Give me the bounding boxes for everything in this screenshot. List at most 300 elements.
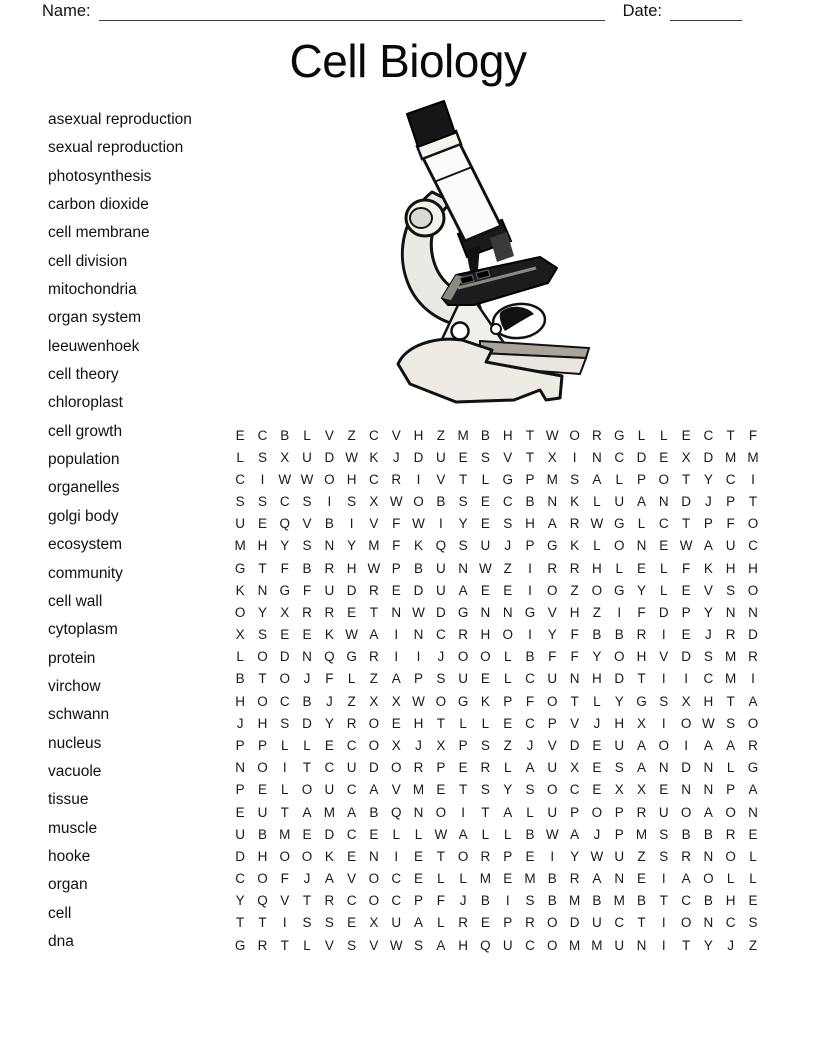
grid-cell[interactable]: L xyxy=(414,826,423,842)
grid-cell[interactable]: K xyxy=(324,627,334,643)
grid-cell[interactable]: U xyxy=(502,937,513,953)
grid-cell[interactable]: A xyxy=(503,804,513,820)
grid-cell[interactable]: X xyxy=(570,760,580,776)
grid-cell[interactable]: O xyxy=(368,893,380,909)
grid-cell[interactable]: H xyxy=(636,649,647,665)
grid-cell[interactable]: H xyxy=(413,427,424,443)
grid-cell[interactable]: B xyxy=(525,649,535,665)
grid-cell[interactable]: P xyxy=(525,538,535,554)
grid-cell[interactable]: G xyxy=(747,760,759,776)
grid-cell[interactable]: X xyxy=(547,449,557,465)
grid-cell[interactable]: U xyxy=(658,804,669,820)
grid-cell[interactable]: C xyxy=(346,737,357,753)
grid-cell[interactable]: W xyxy=(479,560,492,576)
grid-cell[interactable]: L xyxy=(503,649,512,665)
grid-cell[interactable]: D xyxy=(324,826,335,842)
grid-cell[interactable]: S xyxy=(480,737,490,753)
grid-cell[interactable]: R xyxy=(346,715,357,731)
grid-cell[interactable]: C xyxy=(725,915,736,931)
grid-cell[interactable]: E xyxy=(369,826,379,842)
grid-cell[interactable]: I xyxy=(349,516,354,532)
grid-cell[interactable]: C xyxy=(369,427,379,443)
grid-cell[interactable]: R xyxy=(748,737,758,753)
grid-cell[interactable]: V xyxy=(391,427,401,443)
grid-cell[interactable]: O xyxy=(457,848,469,864)
grid-cell[interactable]: R xyxy=(569,516,580,532)
grid-cell[interactable]: C xyxy=(235,471,246,487)
grid-cell[interactable]: P xyxy=(681,604,691,620)
grid-cell[interactable]: G xyxy=(234,560,246,576)
grid-cell[interactable]: E xyxy=(391,715,401,731)
grid-cell[interactable]: E xyxy=(280,627,290,643)
grid-cell[interactable]: P xyxy=(436,760,446,776)
grid-cell[interactable]: I xyxy=(327,494,332,510)
grid-cell[interactable]: F xyxy=(726,516,735,532)
grid-cell[interactable]: Y xyxy=(636,582,646,598)
grid-cell[interactable]: J xyxy=(593,826,601,842)
grid-cell[interactable]: F xyxy=(570,649,579,665)
grid-cell[interactable]: U xyxy=(235,826,246,842)
grid-cell[interactable]: L xyxy=(236,449,244,465)
grid-cell[interactable]: O xyxy=(547,693,558,709)
grid-cell[interactable]: S xyxy=(257,627,267,643)
grid-cell[interactable]: G xyxy=(502,471,513,487)
grid-cell[interactable]: S xyxy=(480,449,490,465)
grid-cell[interactable]: U xyxy=(458,671,468,687)
grid-cell[interactable]: W xyxy=(590,516,604,532)
grid-cell[interactable]: C xyxy=(703,427,714,443)
grid-cell[interactable]: R xyxy=(636,804,647,820)
grid-cell[interactable]: T xyxy=(659,893,668,909)
grid-cell[interactable]: J xyxy=(705,627,712,643)
grid-cell[interactable]: V xyxy=(324,937,334,953)
grid-cell[interactable]: S xyxy=(659,848,669,864)
grid-cell[interactable]: E xyxy=(458,449,468,465)
grid-cell[interactable]: F xyxy=(392,538,401,554)
grid-cell[interactable]: U xyxy=(725,538,736,554)
grid-cell[interactable]: S xyxy=(302,915,312,931)
grid-cell[interactable]: E xyxy=(480,494,490,510)
grid-cell[interactable]: S xyxy=(324,915,334,931)
grid-cell[interactable]: O xyxy=(257,871,268,887)
grid-cell[interactable]: D xyxy=(681,649,691,665)
grid-cell[interactable]: I xyxy=(661,937,666,953)
grid-cell[interactable]: F xyxy=(637,604,646,620)
grid-cell[interactable]: G xyxy=(636,693,647,709)
grid-cell[interactable]: Z xyxy=(637,848,646,864)
grid-cell[interactable]: H xyxy=(413,715,424,731)
grid-cell[interactable]: M xyxy=(591,937,603,953)
grid-cell[interactable]: E xyxy=(592,760,602,776)
grid-cell[interactable]: S xyxy=(726,715,736,731)
grid-cell[interactable]: O xyxy=(658,737,670,753)
grid-cell[interactable]: O xyxy=(703,871,714,887)
grid-cell[interactable]: E xyxy=(480,516,490,532)
grid-cell[interactable]: E xyxy=(681,627,691,643)
grid-cell[interactable]: H xyxy=(257,848,268,864)
grid-cell[interactable]: X xyxy=(280,449,290,465)
grid-cell[interactable]: O xyxy=(413,494,424,510)
grid-cell[interactable]: B xyxy=(257,826,267,842)
name-fill-in-line[interactable] xyxy=(99,5,605,21)
grid-cell[interactable]: E xyxy=(391,582,401,598)
grid-cell[interactable]: C xyxy=(614,915,625,931)
grid-cell[interactable]: P xyxy=(257,737,267,753)
grid-cell[interactable]: E xyxy=(636,871,646,887)
grid-cell[interactable]: N xyxy=(413,804,424,820)
grid-cell[interactable]: W xyxy=(590,848,604,864)
grid-cell[interactable]: O xyxy=(435,693,447,709)
grid-cell[interactable]: N xyxy=(636,937,647,953)
grid-cell[interactable]: F xyxy=(436,893,445,909)
grid-cell[interactable]: Y xyxy=(570,848,580,864)
grid-cell[interactable]: Y xyxy=(703,937,713,953)
grid-cell[interactable]: U xyxy=(547,671,558,687)
grid-cell[interactable]: L xyxy=(481,826,490,842)
grid-cell[interactable]: V xyxy=(369,516,379,532)
grid-cell[interactable]: Z xyxy=(503,737,512,753)
grid-cell[interactable]: E xyxy=(592,737,602,753)
grid-cell[interactable]: M xyxy=(546,471,558,487)
grid-cell[interactable]: N xyxy=(703,915,714,931)
grid-cell[interactable]: L xyxy=(236,649,244,665)
grid-cell[interactable]: K xyxy=(235,582,245,598)
grid-cell[interactable]: E xyxy=(302,627,312,643)
grid-cell[interactable]: H xyxy=(257,538,268,554)
grid-cell[interactable]: R xyxy=(748,649,758,665)
grid-cell[interactable]: O xyxy=(591,582,603,598)
grid-cell[interactable]: U xyxy=(435,560,446,576)
grid-cell[interactable]: S xyxy=(235,494,245,510)
grid-cell[interactable]: X xyxy=(681,693,691,709)
grid-cell[interactable]: U xyxy=(547,760,558,776)
grid-cell[interactable]: O xyxy=(547,915,558,931)
grid-cell[interactable]: Y xyxy=(592,649,602,665)
grid-cell[interactable]: C xyxy=(614,449,625,465)
grid-cell[interactable]: D xyxy=(703,449,714,465)
grid-cell[interactable]: N xyxy=(391,604,402,620)
grid-cell[interactable]: E xyxy=(659,538,669,554)
grid-cell[interactable]: T xyxy=(302,760,312,776)
grid-cell[interactable]: J xyxy=(303,671,311,687)
grid-cell[interactable]: X xyxy=(391,693,401,709)
grid-cell[interactable]: L xyxy=(615,471,623,487)
grid-cell[interactable]: N xyxy=(614,871,625,887)
grid-cell[interactable]: M xyxy=(635,826,648,842)
grid-cell[interactable]: O xyxy=(279,848,290,864)
grid-cell[interactable]: Y xyxy=(280,538,290,554)
grid-cell[interactable]: L xyxy=(303,937,311,953)
grid-cell[interactable]: M xyxy=(234,538,246,554)
grid-cell[interactable]: E xyxy=(324,737,334,753)
grid-cell[interactable]: B xyxy=(302,560,312,576)
grid-cell[interactable]: I xyxy=(505,893,510,909)
grid-cell[interactable]: D xyxy=(748,627,758,643)
grid-cell[interactable]: I xyxy=(416,471,421,487)
grid-cell[interactable]: T xyxy=(458,782,468,798)
grid-cell[interactable]: C xyxy=(525,715,535,731)
grid-cell[interactable]: B xyxy=(280,427,290,443)
grid-cell[interactable]: E xyxy=(347,604,357,620)
grid-cell[interactable]: A xyxy=(391,671,401,687)
grid-cell[interactable]: L xyxy=(637,427,646,443)
grid-cell[interactable]: V xyxy=(324,427,334,443)
grid-cell[interactable]: L xyxy=(280,737,289,753)
grid-cell[interactable]: D xyxy=(681,760,691,776)
grid-cell[interactable]: O xyxy=(680,915,692,931)
grid-cell[interactable]: C xyxy=(279,693,290,709)
grid-cell[interactable]: O xyxy=(435,804,447,820)
grid-cell[interactable]: T xyxy=(681,937,691,953)
grid-cell[interactable]: L xyxy=(503,826,512,842)
grid-cell[interactable]: W xyxy=(278,471,292,487)
grid-cell[interactable]: G xyxy=(613,582,625,598)
grid-cell[interactable]: X xyxy=(369,693,379,709)
grid-cell[interactable]: X xyxy=(369,494,379,510)
grid-cell[interactable]: F xyxy=(548,649,557,665)
grid-cell[interactable]: L xyxy=(637,516,646,532)
grid-cell[interactable]: W xyxy=(679,538,693,554)
grid-cell[interactable]: Q xyxy=(279,516,290,532)
grid-cell[interactable]: O xyxy=(569,427,580,443)
grid-cell[interactable]: E xyxy=(748,826,758,842)
grid-cell[interactable]: Q xyxy=(257,893,268,909)
grid-cell[interactable]: H xyxy=(725,560,736,576)
grid-cell[interactable]: U xyxy=(614,937,625,953)
grid-cell[interactable]: Z xyxy=(347,427,356,443)
grid-cell[interactable]: B xyxy=(414,560,424,576)
grid-cell[interactable]: A xyxy=(636,494,646,510)
grid-cell[interactable]: A xyxy=(703,737,713,753)
date-fill-in-line[interactable] xyxy=(670,5,742,21)
grid-cell[interactable]: W xyxy=(412,516,425,532)
grid-cell[interactable]: H xyxy=(592,560,602,576)
grid-cell[interactable]: K xyxy=(480,693,490,709)
grid-cell[interactable]: R xyxy=(458,915,468,931)
grid-cell[interactable]: V xyxy=(703,582,713,598)
grid-cell[interactable]: W xyxy=(545,427,559,443)
grid-cell[interactable]: L xyxy=(303,737,311,753)
grid-cell[interactable]: X xyxy=(681,449,691,465)
grid-cell[interactable]: G xyxy=(613,516,625,532)
grid-cell[interactable]: V xyxy=(547,737,557,753)
grid-cell[interactable]: J xyxy=(303,871,311,887)
grid-cell[interactable]: N xyxy=(369,848,379,864)
grid-cell[interactable]: N xyxy=(636,538,647,554)
grid-cell[interactable]: A xyxy=(525,760,535,776)
grid-cell[interactable]: O xyxy=(457,649,469,665)
grid-cell[interactable]: N xyxy=(480,604,491,620)
grid-cell[interactable]: A xyxy=(458,582,468,598)
grid-cell[interactable]: W xyxy=(412,604,425,620)
grid-cell[interactable]: R xyxy=(547,560,558,576)
grid-cell[interactable]: N xyxy=(592,449,602,465)
grid-cell[interactable]: L xyxy=(503,760,512,776)
grid-cell[interactable]: N xyxy=(725,604,736,620)
grid-cell[interactable]: E xyxy=(525,848,535,864)
grid-cell[interactable]: H xyxy=(458,937,468,953)
grid-cell[interactable]: Z xyxy=(748,937,758,953)
grid-cell[interactable]: O xyxy=(301,782,313,798)
grid-cell[interactable]: O xyxy=(368,715,380,731)
grid-cell[interactable]: L xyxy=(726,760,735,776)
grid-cell[interactable]: L xyxy=(347,671,356,687)
grid-cell[interactable]: R xyxy=(636,627,647,643)
grid-cell[interactable]: X xyxy=(280,604,290,620)
grid-cell[interactable]: H xyxy=(614,715,625,731)
grid-cell[interactable]: Z xyxy=(369,671,379,687)
grid-cell[interactable]: L xyxy=(593,693,601,709)
grid-cell[interactable]: C xyxy=(324,760,335,776)
grid-cell[interactable]: T xyxy=(436,715,445,731)
grid-cell[interactable]: D xyxy=(346,582,357,598)
grid-cell[interactable]: P xyxy=(414,671,424,687)
grid-cell[interactable]: J xyxy=(392,449,400,465)
grid-cell[interactable]: G xyxy=(279,582,290,598)
grid-cell[interactable]: A xyxy=(748,782,758,798)
grid-cell[interactable]: Y xyxy=(614,693,624,709)
grid-cell[interactable]: S xyxy=(748,915,758,931)
grid-cell[interactable]: E xyxy=(681,427,691,443)
grid-cell[interactable]: P xyxy=(614,826,624,842)
grid-cell[interactable]: O xyxy=(680,715,692,731)
grid-cell[interactable]: K xyxy=(570,494,580,510)
grid-cell[interactable]: U xyxy=(235,516,246,532)
grid-cell[interactable]: V xyxy=(570,715,580,731)
grid-cell[interactable]: N xyxy=(681,782,691,798)
grid-cell[interactable]: E xyxy=(503,715,513,731)
grid-cell[interactable]: L xyxy=(749,871,757,887)
grid-cell[interactable]: M xyxy=(368,538,380,554)
grid-cell[interactable]: D xyxy=(681,494,691,510)
grid-cell[interactable]: Y xyxy=(257,604,267,620)
grid-cell[interactable]: P xyxy=(726,494,736,510)
grid-cell[interactable]: O xyxy=(234,604,246,620)
grid-cell[interactable]: I xyxy=(572,449,577,465)
grid-cell[interactable]: S xyxy=(570,471,580,487)
grid-cell[interactable]: M xyxy=(457,427,469,443)
grid-cell[interactable]: A xyxy=(302,804,312,820)
grid-cell[interactable]: P xyxy=(570,804,580,820)
grid-cell[interactable]: I xyxy=(528,560,532,576)
grid-cell[interactable]: P xyxy=(547,715,557,731)
grid-cell[interactable]: L xyxy=(503,671,512,687)
grid-cell[interactable]: B xyxy=(614,627,624,643)
grid-cell[interactable]: H xyxy=(569,604,580,620)
grid-cell[interactable]: H xyxy=(748,560,758,576)
grid-cell[interactable]: C xyxy=(703,671,714,687)
grid-cell[interactable]: T xyxy=(525,449,535,465)
grid-cell[interactable]: T xyxy=(258,560,267,576)
grid-cell[interactable]: E xyxy=(414,871,424,887)
grid-cell[interactable]: C xyxy=(525,937,535,953)
grid-cell[interactable]: W xyxy=(367,560,381,576)
grid-cell[interactable]: O xyxy=(725,848,736,864)
grid-cell[interactable]: B xyxy=(480,893,490,909)
grid-cell[interactable]: U xyxy=(391,915,402,931)
grid-cell[interactable]: R xyxy=(391,471,402,487)
grid-cell[interactable]: X xyxy=(391,737,401,753)
grid-cell[interactable]: U xyxy=(614,737,625,753)
grid-cell[interactable]: Z xyxy=(592,604,602,620)
grid-cell[interactable]: S xyxy=(302,494,312,510)
grid-cell[interactable]: C xyxy=(369,471,379,487)
grid-cell[interactable]: L xyxy=(526,804,534,820)
grid-cell[interactable]: B xyxy=(525,826,535,842)
grid-cell[interactable]: T xyxy=(637,671,646,687)
grid-cell[interactable]: S xyxy=(480,782,490,798)
grid-cell[interactable]: R xyxy=(569,560,580,576)
grid-cell[interactable]: V xyxy=(659,649,669,665)
grid-cell[interactable]: U xyxy=(346,760,357,776)
grid-cell[interactable]: O xyxy=(480,649,491,665)
grid-cell[interactable]: M xyxy=(725,671,737,687)
grid-cell[interactable]: E xyxy=(681,582,691,598)
grid-cell[interactable]: L xyxy=(749,848,757,864)
grid-cell[interactable]: S xyxy=(659,826,669,842)
grid-cell[interactable]: W xyxy=(345,449,358,465)
grid-cell[interactable]: J xyxy=(705,494,712,510)
grid-cell[interactable]: D xyxy=(569,737,580,753)
grid-cell[interactable]: A xyxy=(592,471,602,487)
grid-cell[interactable]: I xyxy=(661,671,666,687)
grid-cell[interactable]: V xyxy=(347,871,357,887)
grid-cell[interactable]: J xyxy=(236,715,244,731)
grid-cell[interactable]: S xyxy=(703,649,713,665)
grid-cell[interactable]: P xyxy=(235,782,245,798)
grid-cell[interactable]: L xyxy=(437,915,445,931)
grid-cell[interactable]: V xyxy=(280,893,290,909)
grid-cell[interactable]: L xyxy=(481,715,490,731)
grid-cell[interactable]: T xyxy=(681,516,691,532)
grid-cell[interactable]: G xyxy=(547,538,558,554)
grid-cell[interactable]: E xyxy=(592,782,602,798)
grid-cell[interactable]: M xyxy=(524,871,536,887)
grid-cell[interactable]: S xyxy=(726,582,736,598)
grid-cell[interactable]: D xyxy=(614,671,625,687)
grid-cell[interactable]: N xyxy=(748,604,758,620)
grid-cell[interactable]: M xyxy=(479,871,492,887)
grid-cell[interactable]: U xyxy=(480,538,491,554)
grid-cell[interactable]: V xyxy=(503,449,513,465)
grid-cell[interactable]: E xyxy=(347,915,357,931)
grid-cell[interactable]: S xyxy=(414,937,424,953)
grid-cell[interactable]: C xyxy=(235,871,246,887)
grid-cell[interactable]: Z xyxy=(347,693,356,709)
grid-cell[interactable]: I xyxy=(550,848,555,864)
grid-cell[interactable]: O xyxy=(591,804,603,820)
grid-cell[interactable]: B xyxy=(547,893,557,909)
grid-cell[interactable]: B xyxy=(681,826,691,842)
grid-cell[interactable]: G xyxy=(457,604,469,620)
grid-cell[interactable]: H xyxy=(480,627,491,643)
grid-cell[interactable]: T xyxy=(458,471,468,487)
grid-cell[interactable]: V xyxy=(436,471,446,487)
grid-cell[interactable]: C xyxy=(391,893,402,909)
grid-cell[interactable]: P xyxy=(503,693,513,709)
grid-cell[interactable]: Z xyxy=(436,427,445,443)
grid-cell[interactable]: J xyxy=(459,893,467,909)
grid-cell[interactable]: Z xyxy=(570,582,579,598)
grid-cell[interactable]: N xyxy=(324,538,335,554)
grid-cell[interactable]: J xyxy=(415,737,422,753)
grid-cell[interactable]: R xyxy=(257,937,268,953)
grid-cell[interactable]: S xyxy=(614,760,624,776)
grid-cell[interactable]: D xyxy=(658,604,669,620)
grid-cell[interactable]: K xyxy=(703,560,713,576)
grid-cell[interactable]: D xyxy=(235,848,246,864)
grid-cell[interactable]: N xyxy=(235,760,246,776)
